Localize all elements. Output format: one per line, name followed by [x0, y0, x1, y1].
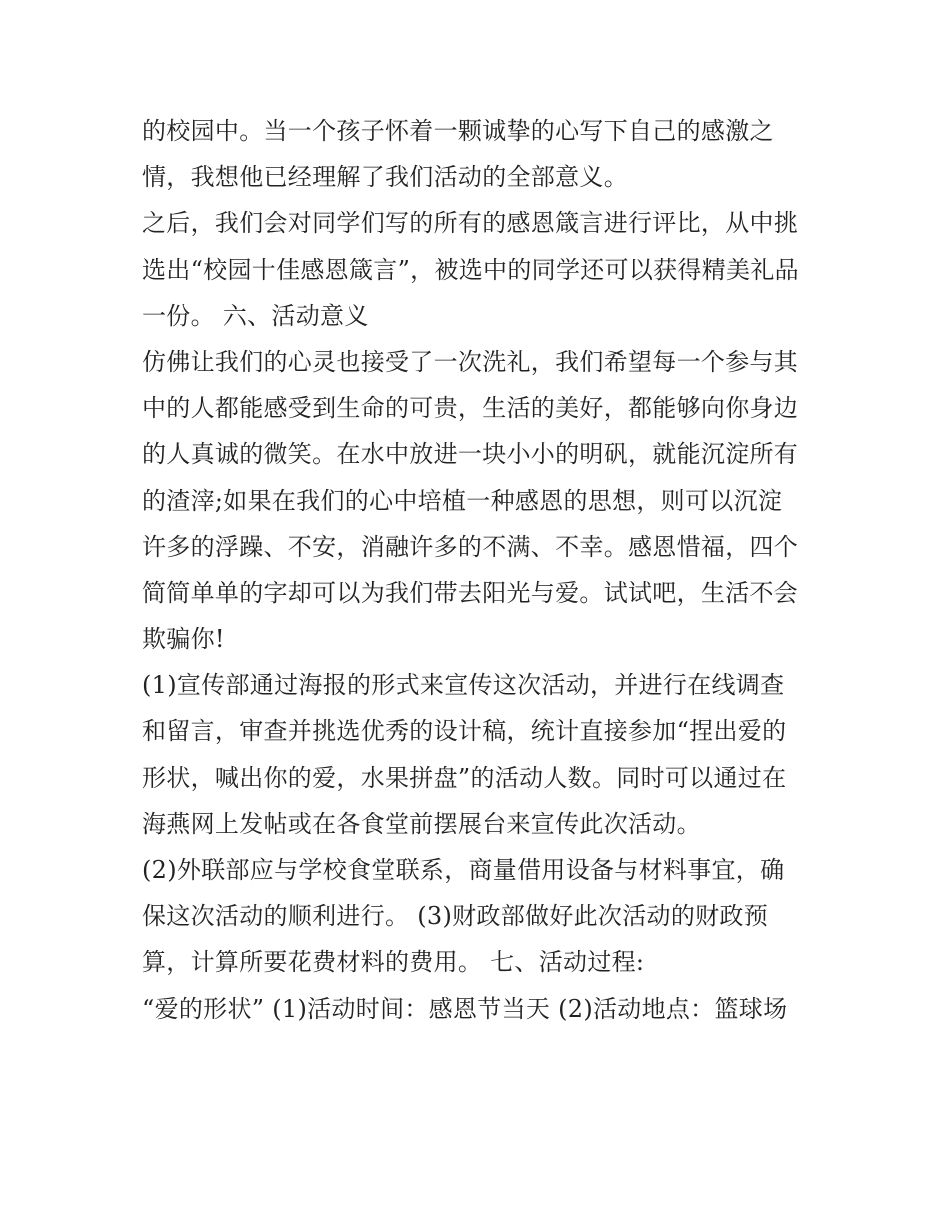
text-line: 仿佛让我们的心灵也接受了一次洗礼，我们希望每一个参与其: [142, 347, 799, 376]
text-line: 海燕网上发帖或在各食堂前摆展台来宣传此次活动。: [142, 809, 701, 838]
text-line: 保这次活动的顺利进行。 (3)财政部做好此次活动的财政预: [142, 902, 769, 931]
list-item-line: (2)外联部应与学校食堂联系，商量借用设备与材料事宜，确: [142, 856, 785, 884]
text-line: 的人真诚的微笑。在水中放进一块小小的明矾，就能沉淀所有: [142, 440, 799, 469]
text-line: 欺骗你!: [142, 625, 225, 654]
list-item-line: (1)宣传部通过海报的形式来宣传这次活动，并进行在线调查: [142, 671, 785, 700]
text-line: 的校园中。当一个孩子怀着一颗诚挚的心写下自己的感激之: [142, 117, 774, 145]
body-text: [142, 108, 822, 1032]
text-line: 形状，喊出你的爱，水果拼盘”的活动人数。同时可以通过在: [142, 763, 787, 792]
text-line: 情，我想他已经理解了我们活动的全部意义。: [142, 163, 628, 192]
section-heading-line: 算，计算所要花费材料的费用。 七、活动过程:: [142, 948, 645, 977]
text-line: 简简单单的字却可以为我们带去阳光与爱。试试吧，生活不会: [142, 578, 799, 607]
text-line: 的渣滓;如果在我们的心中培植一种感恩的思想，则可以沉淀: [142, 486, 783, 515]
text-line: 中的人都能感受到生命的可贵，生活的美好，都能够向你身边: [142, 394, 799, 423]
section-heading-line: 一份。 六、活动意义: [142, 301, 369, 330]
text-line: 选出“校园十佳感恩箴言”，被选中的同学还可以获得精美礼品: [142, 255, 799, 284]
text-line: 和留言，审查并挑选优秀的设计稿，统计直接参加“捏出爱的: [142, 717, 787, 746]
text-line: 之后，我们会对同学们写的所有的感恩箴言进行评比，从中挑: [142, 209, 799, 238]
text-line: “爱的形状” (1)活动时间：感恩节当天 (2)活动地点：篮球场: [142, 994, 788, 1023]
text-line: 许多的浮躁、不安，消融许多的不满、不幸。感恩惜福，四个: [142, 532, 799, 561]
